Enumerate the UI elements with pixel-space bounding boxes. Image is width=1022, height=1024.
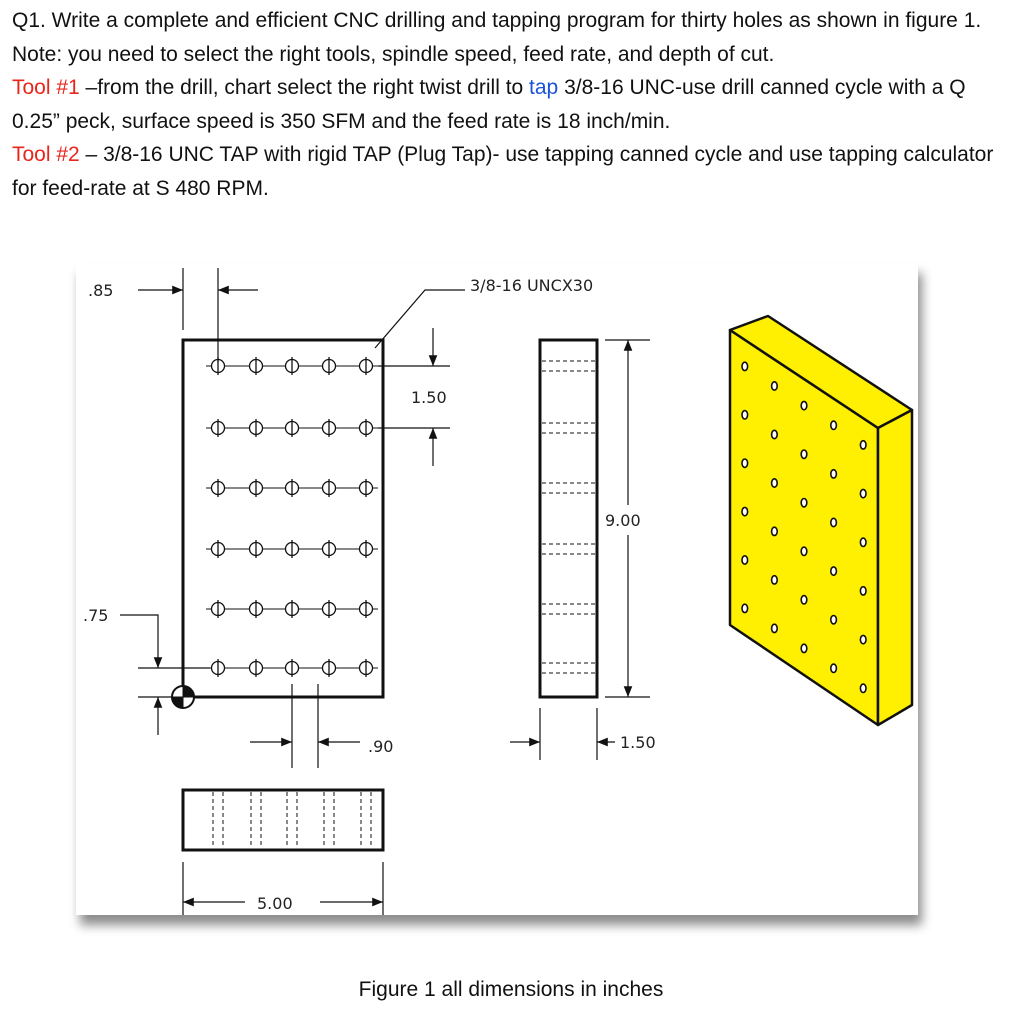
tapped-hole-icon: [360, 357, 373, 375]
tapped-hole-icon: [323, 659, 336, 677]
tapped-hole-icon: [250, 540, 263, 558]
tapped-hole-icon: [250, 419, 263, 437]
tapped-hole-icon: [250, 479, 263, 497]
iso-hole: [860, 489, 866, 497]
tool-2-text: – 3/8-16 UNC TAP with rigid TAP (Plug Tap)- use tapping canned cycle and use tapping calculator for feed-rate at S 480 RPM.: [12, 143, 994, 200]
tapped-hole-icon: [360, 659, 373, 677]
iso-hole: [831, 518, 837, 526]
dim-y-pitch: 1.50: [411, 388, 447, 407]
iso-hole: [772, 382, 778, 390]
tapped-hole-icon: [212, 540, 225, 558]
iso-hole: [772, 527, 778, 535]
tool-1-text-b: 3/8-16 UNC-use drill canned cycle with a Q 0.25” peck, surface speed is 350 SFM and the feed rate is 18 inch/min.: [12, 76, 966, 133]
side-view: [510, 340, 650, 760]
isometric-view: [730, 316, 912, 725]
iso-hole: [831, 664, 837, 672]
iso-hole: [860, 441, 866, 449]
tapped-hole-icon: [360, 600, 373, 618]
tapped-hole-icon: [212, 419, 225, 437]
front-view-outline: [183, 340, 383, 697]
iso-hole: [860, 587, 866, 595]
tapped-hole-icon: [212, 600, 225, 618]
dim-width: 5.00: [257, 894, 293, 913]
tapped-hole-icon: [286, 540, 299, 558]
iso-hole: [742, 556, 748, 564]
tapped-hole-icon: [323, 419, 336, 437]
tapped-hole-icon: [323, 479, 336, 497]
front-view: [172, 340, 383, 708]
tapped-hole-icon: [286, 357, 299, 375]
iso-hole: [772, 430, 778, 438]
iso-hole: [742, 459, 748, 467]
iso-hole: [742, 507, 748, 515]
datum-origin-icon: [172, 686, 194, 708]
iso-hole: [801, 499, 807, 507]
iso-hole: [772, 576, 778, 584]
iso-hole: [860, 538, 866, 546]
iso-hole: [742, 604, 748, 612]
dim-x-pitch: .90: [368, 737, 394, 756]
tapped-hole-icon: [250, 357, 263, 375]
tapped-hole-icon: [323, 357, 336, 375]
iso-hole: [801, 547, 807, 555]
iso-hole: [742, 362, 748, 370]
tap-link[interactable]: tap: [529, 76, 559, 99]
iso-hole: [831, 470, 837, 478]
iso-hole: [831, 567, 837, 575]
tool-1-label: Tool #1: [12, 76, 80, 99]
iso-hole: [801, 401, 807, 409]
tapped-hole-icon: [360, 419, 373, 437]
iso-hole: [831, 421, 837, 429]
tapped-hole-icon: [323, 540, 336, 558]
tapped-hole-icon: [286, 419, 299, 437]
iso-hole: [772, 624, 778, 632]
iso-hole: [801, 596, 807, 604]
tapped-hole-icon: [250, 600, 263, 618]
tool-1-text-a: –from the drill, chart select the right twist drill to: [79, 76, 530, 99]
dim-thickness: 1.50: [620, 733, 656, 752]
hole-callout: 3/8-16 UNCX30: [470, 276, 594, 295]
tapped-hole-icon: [250, 659, 263, 677]
tapped-hole-icon: [360, 540, 373, 558]
tapped-hole-icon: [323, 600, 336, 618]
figure-caption: Figure 1 all dimensions in inches: [358, 978, 664, 1001]
tool-2-label: Tool #2: [12, 143, 80, 166]
tapped-hole-icon: [286, 479, 299, 497]
dim-x-offset: .85: [88, 281, 114, 300]
iso-hole: [772, 479, 778, 487]
tapped-hole-icon: [286, 600, 299, 618]
iso-hole: [860, 635, 866, 643]
iso-hole: [831, 616, 837, 624]
tapped-hole-icon: [212, 659, 225, 677]
question-line-1: Q1. Write a complete and efficient CNC drilling and tapping program for thirty holes as shown in figure 1.: [12, 9, 982, 32]
iso-hole: [860, 684, 866, 692]
tapped-hole-icon: [286, 659, 299, 677]
tapped-hole-icon: [212, 479, 225, 497]
note-line: Note: you need to select the right tools, spindle speed, feed rate, and depth of cut.: [12, 42, 775, 66]
dim-height: 9.00: [605, 511, 641, 530]
tapped-hole-icon: [360, 479, 373, 497]
dim-y-offset: .75: [83, 606, 109, 625]
iso-hole: [801, 450, 807, 458]
iso-hole: [742, 411, 748, 419]
iso-hole: [801, 644, 807, 652]
hole-grid: [206, 357, 378, 677]
